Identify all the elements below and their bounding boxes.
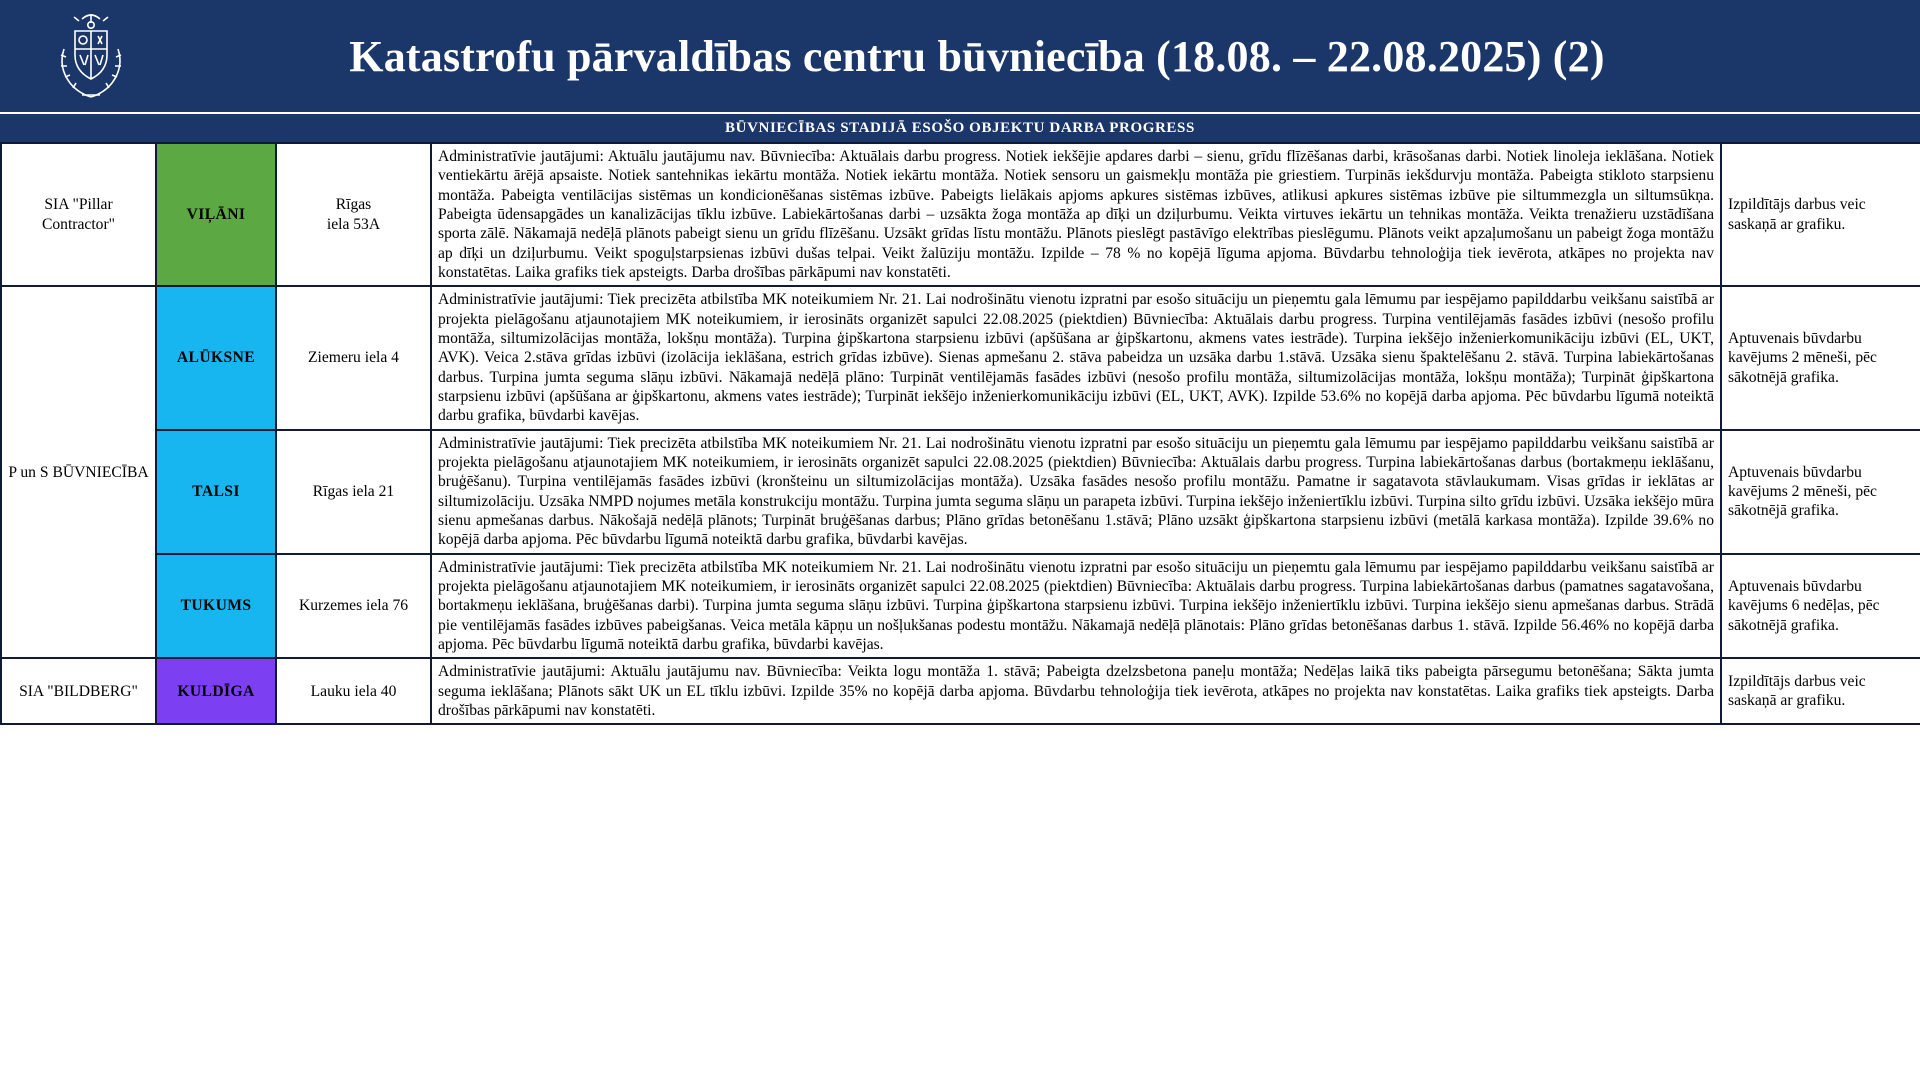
- table-row: [1, 430, 1920, 554]
- address-cell: Ziemeru iela 4: [276, 286, 431, 429]
- company-cell: P un S BŪVNIECĪBA: [1, 286, 156, 658]
- status-note: Izpildītājs darbus veic saskaņā ar grafiku.: [1721, 658, 1920, 724]
- section-subtitle: BŪVNIECĪBAS STADIJĀ ESOŠO OBJEKTU DARBA PROGRESS: [0, 112, 1920, 142]
- city-cell-vilani: VIĻĀNI: [156, 143, 276, 286]
- progress-table: [0, 142, 1920, 725]
- address-line-2: iela 53A: [326, 215, 381, 233]
- city-cell-tukums: TUKUMS: [156, 554, 276, 659]
- latvia-coat-of-arms-icon: [48, 8, 134, 104]
- progress-description: Administratīvie jautājumi: Tiek precizēta atbilstība MK noteikumiem Nr. 21. Lai nodrošinātu vienotu izpratni par esošo situāciju un pieņemtu gala lēmumu par iespējamo papilddarbu veikšanu saistībā ar projekta pielāgošanu atjaunotajiem MK noteikumiem, ir ierosināts organizēt sapulci 22.08.2025 (piektdien) Būvniecība: Aktuālais darbu progress. Turpina labiekārtošanas darbus (pamatnes sagatavošana, bortakmeņu ieklāšana, bruģēšanas darbi). Turpina jumta seguma slāņu izbūvi. Turpina ģipškartona starpsienu izbūvi. Turpina iekšējo inženiertīklu izbūvi. Turpina iekšējo sienu apmešanas darbus. Strādā pie ventilējamās fasādes izbūves pabeigšanas. Veica metāla kāpņu un nošļukšanas podestu montāžu. Nākamajā nedēļā plānotais: Plāno grīdas betonēšanas darbus 1. stāvā. Izpilde 56.46% no kopējā darba apjoma. Pēc būvdarbu līgumā noteiktā darbu grafika, būvdarbi kavējas.: [431, 554, 1721, 659]
- status-note: Izpildītājs darbus veic saskaņā ar grafiku.: [1721, 143, 1920, 286]
- progress-description: Administratīvie jautājumi: Tiek precizēta atbilstība MK noteikumiem Nr. 21. Lai nodrošinātu vienotu izpratni par esošo situāciju un pieņemtu gala lēmumu par iespējamo papilddarbu veikšanu saistībā ar projekta pielāgošanu atjaunotajiem MK noteikumiem, ir ierosināts organizēt sapulci 22.08.2025 (piektdien) Būvniecība: Aktuālais darbu progress. Turpina ventilējamās fasādes izbūvi (nesošo profilu montāža, siltumizolācijas montāža, lokšņu montāža). Turpina ģipškartona starpsienu izbūvi (apšūšana ar ģipškartonu, akmens vates iestrāde). Turpina iekšējo inženierkomunikāciju izbūvi (EL, UKT, AVK). Veica 2.stāva grīdas izbūvi (izolācija ieklāšana, estrich grīdas izbūve). Sienas apmešanu 2. stāva pabeidza un uzsāka darbu 1.stāvā. Uzsāka sienu špaktelēšanu 2. stāvā. Turpina labiekārtošanas darbus. Turpina jumta seguma slāņu izbūvi. Nākamajā nedēļā plāno: Turpināt ventilējamās fasādes izbūvi (nesošo profilu montāža, siltumizolācijas montāža, lokšņu montāža); Turpināt ģipškartona starpsienu izbūvi (apšūšana ar ģipškartonu, akmens vates iestrāde); Turpināt iekšējo inženierkomunikāciju izbūvi (EL, UKT, AVK). Izpilde 53.6% no kopējā darba apjoma. Pēc būvdarbu līgumā noteiktā darbu grafika, būvdarbi kavējas.: [431, 286, 1721, 429]
- progress-description: Administratīvie jautājumi: Tiek precizēta atbilstība MK noteikumiem Nr. 21. Lai nodrošinātu vienotu izpratni par esošo situāciju un pieņemtu gala lēmumu par iespējamo papilddarbu veikšanu saistībā ar projekta pielāgošanu atjaunotajiem MK noteikumiem, ir ierosināts organizēt sapulci 22.08.2025 (piektdien) Būvniecība: Aktuālais darbu progress. Turpina labiekārtošanas darbus (bortakmeņu ieklāšanu, bruģēšanu). Turpina ventilējamās fasādes izbūvi (kronšteinu un siltumizolācijas montāža). Uzsāka fasādes nesošo profilu montāžu. Pamatne ir sagatavota stāvlaukumam. Visas grīdas ir ieklātas ar siltumizolāciju. Uzsāka NMPD nojumes metāla konstrukciju montāžu. Turpina jumta seguma slāņu un parapeta izbūvi. Turpina iekšējo inženiertīklu izbūvi. Turpina silto grīdu izbūvi. Uzsāka iekšējo mūra sienu apmešanas darbus. Nākošajā nedēļā plānots; Turpināt bruģēšanas darbus; Plāno grīdas betonēšanu 1.stāvā; Plāno uzsākt ģipškartona starpsienu izbūvi (metālā karkasa montāža). Izpilde 39.6% no kopējā darba apjoma. Pēc būvdarbu līgumā noteiktā darbu grafika, būvdarbi kavējas.: [431, 430, 1721, 554]
- table-row: [1, 286, 1920, 429]
- address-cell: [276, 143, 431, 286]
- progress-description: Administratīvie jautājumi: Aktuālu jautājumu nav. Būvniecība: Aktuālais darbu progress. Notiek iekšējie apdares darbi – sienu, grīdu flīzēšanas darbi, krāsošanas darbi. Notiek linoleja ieklāšana. Notiek ventiekārtu ārējā apsaiste. Notiek santehnikas iekārtu montāža. Notiek iekārtu montāža. Notiek sensoru un gaismekļu montāža pie griestiem. Turpinās iekšdurvju montāža. Pabeigta stikloto starpsienu montāža. Pabeigta ventilācijas sistēmas un kondicionēšanas sistēmas izbūve. Pabeigts lielākais apjoms apkures sistēmas izbūves, atlikusi apkures sistēmas izbūve pie siltummezgla un siltumsūkņa. Pabeigta ūdensapgādes un kanalizācijas tīklu izbūve. Labiekārtošanas darbi – uzsākta žoga montāža ap dīķi un dziļurbumu. Veikta virtuves iekārtu un tehnikas montāža. Veikta trenažieru uzstādīšana sporta zālē. Nākamajā nedēļā plānots pabeigt sienu un grīdu flīzēšanu. Uzsākt grīdas līstu montāžu. Plānots pieslēgt pastāvīgo elektrības pieslēgumu. Plānots veikt apzaļumošanu un pabeigt žoga montāžu ap dīķi un dziļurbumu. Veikt spoguļstarpsienas izbūvi dušas telpai. Veikt žalūziju montāžu. Izpilde – 78 % no kopējā līguma apjoma. Būvdarbu tehnoloģija tiek ievērota, atkāpes no projekta nav konstatētas. Laika grafiks tiek apsteigts. Darba drošības pārkāpumi nav konstatēti.: [431, 143, 1721, 286]
- address-cell: Lauku iela 40: [276, 658, 431, 724]
- status-note: Aptuvenais būvdarbu kavējums 2 mēneši, pēc sākotnējā grafika.: [1721, 286, 1920, 429]
- city-cell-talsi: TALSI: [156, 430, 276, 554]
- table-row: [1, 554, 1920, 659]
- city-cell-aluksne: ALŪKSNE: [156, 286, 276, 429]
- company-cell: SIA "Pillar Contractor": [1, 143, 156, 286]
- company-cell: SIA "BILDBERG": [1, 658, 156, 724]
- table-row: [1, 143, 1920, 286]
- status-note: Aptuvenais būvdarbu kavējums 6 nedēļas, pēc sākotnējā grafika.: [1721, 554, 1920, 659]
- progress-description: Administratīvie jautājumi: Aktuālu jautājumu nav. Būvniecība: Veikta logu montāža 1. stāvā; Pabeigta dzelzsbetona paneļu montāža; Nedēļas laikā tiks pabeigta pārsegumu betonēšana; Sākta jumta seguma ieklāšana; Plānots sākt UK un EL tīklu izbūvi. Izpilde 35% no kopējā darba apjoma. Būvdarbu tehnoloģija tiek ievērota, atkāpes no projekta nav konstatētas. Laika grafiks tiek apsteigts. Darba drošības pārkāpumi nav konstatēti.: [431, 658, 1721, 724]
- table-row: [1, 658, 1920, 724]
- page-title: Katastrofu pārvaldības centru būvniecība (18.08. – 22.08.2025) (2): [349, 31, 1605, 81]
- address-line-1: Rīgas: [335, 196, 372, 214]
- document-header: [0, 0, 1920, 112]
- address-cell: Rīgas iela 21: [276, 430, 431, 554]
- city-cell-kuldiga: KULDĪGA: [156, 658, 276, 724]
- address-cell: Kurzemes iela 76: [276, 554, 431, 659]
- status-note: Aptuvenais būvdarbu kavējums 2 mēneši, pēc sākotnējā grafika.: [1721, 430, 1920, 554]
